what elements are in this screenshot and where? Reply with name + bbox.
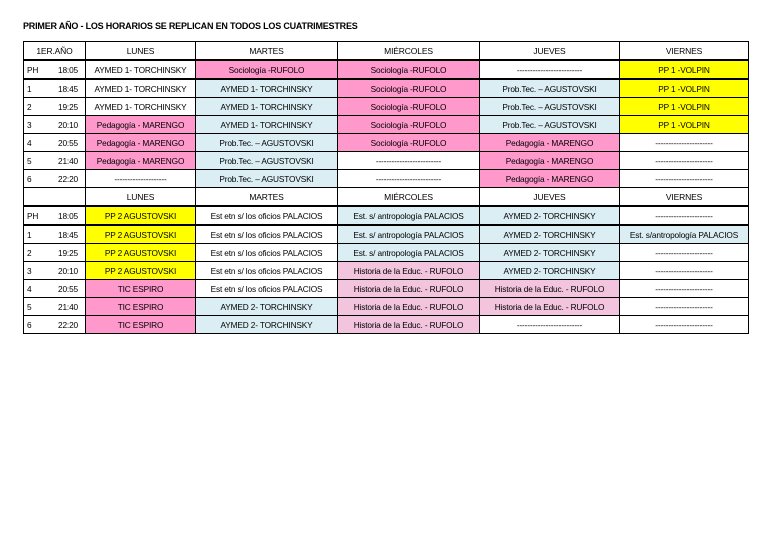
class-cell: Historia de la Educ. - RUFOLO [338,262,480,280]
class-cell: AYMED 1- TORCHINSKY [196,79,338,98]
table-row [24,262,749,280]
class-cell: Historia de la Educ. - RUFOLO [338,298,480,316]
class-cell: Prob.Tec. – AGUSTOVSKI [480,116,620,134]
header-row-2 [24,188,749,207]
class-cell: ---------------------- [620,152,749,170]
period-cell: PH 18:05 [24,60,86,79]
class-cell: Historia de la Educ. - RUFOLO [480,298,620,316]
class-cell: PP 2 AGUSTOVSKI [86,262,196,280]
table-row [24,225,749,244]
period-cell: 6 22:20 [24,316,86,334]
class-cell: Prob.Tec. – AGUSTOVSKI [480,79,620,98]
table-row [24,116,749,134]
period-cell: 5 21:40 [24,152,86,170]
class-cell: ---------------------- [620,262,749,280]
class-cell: AYMED 1- TORCHINSKY [196,98,338,116]
class-cell: ---------------------- [620,280,749,298]
class-cell: ---------------------- [620,170,749,188]
class-cell: Pedagogía - MARENGO [480,134,620,152]
class-cell: Est etn s/ los oficios PALACIOS [196,206,338,225]
table-row [24,79,749,98]
class-cell: Sociología -RUFOLO [338,116,480,134]
class-cell: ---------------------- [620,134,749,152]
class-cell: Prob.Tec. – AGUSTOVSKI [196,152,338,170]
class-cell: PP 2 AGUSTOVSKI [86,206,196,225]
day-header-martes: MARTES [196,188,338,207]
table-row [24,98,749,116]
class-cell: ---------------------- [620,316,749,334]
class-cell: AYMED 2- TORCHINSKY [480,262,620,280]
period-cell: 4 20:55 [24,134,86,152]
class-cell: PP 1 -VOLPIN [620,98,749,116]
class-cell: Pedagogía - MARENGO [480,170,620,188]
class-cell: PP 1 -VOLPIN [620,116,749,134]
class-cell: Sociología -RUFOLO [338,79,480,98]
class-cell: AYMED 2- TORCHINSKY [480,244,620,262]
class-cell: Pedagogía - MARENGO [86,134,196,152]
day-header-miercoles: MIÉRCOLES [338,188,480,207]
class-cell: AYMED 1- TORCHINSKY [86,98,196,116]
class-cell: Pedagogía - MARENGO [86,116,196,134]
class-cell: Est. s/ antropología PALACIOS [338,244,480,262]
class-cell: PP 2 AGUSTOVSKI [86,225,196,244]
class-cell: Historia de la Educ. - RUFOLO [338,316,480,334]
class-cell: ---------------------- [620,244,749,262]
day-header-martes: MARTES [196,42,338,61]
class-cell: Prob.Tec. – AGUSTOVSKI [196,134,338,152]
class-cell: ---------------------- [620,206,749,225]
day-header-miercoles: MIÉRCOLES [338,42,480,61]
table-row [24,152,749,170]
header-row-1 [24,42,749,61]
corner-cell [24,188,86,207]
period-cell: 2 19:25 [24,244,86,262]
period-cell: PH 18:05 [24,206,86,225]
class-cell: ------------------------- [338,170,480,188]
class-cell: PP 2 AGUSTOVSKI [86,244,196,262]
class-cell: Historia de la Educ. - RUFOLO [338,280,480,298]
class-cell: TIC ESPIRO [86,298,196,316]
class-cell: Historia de la Educ. - RUFOLO [480,280,620,298]
schedule-table [23,41,749,334]
table-row [24,316,749,334]
period-cell: 4 20:55 [24,280,86,298]
class-cell: Prob.Tec. – AGUSTOVSKI [480,98,620,116]
page-title: PRIMER AÑO - LOS HORARIOS SE REPLICAN EN TODOS LOS CUATRIMESTRES [23,21,358,31]
table-row [24,170,749,188]
table-row [24,134,749,152]
class-cell: AYMED 1- TORCHINSKY [196,116,338,134]
table-row [24,60,749,79]
period-cell: 3 20:10 [24,262,86,280]
class-cell: ---------------------- [620,298,749,316]
class-cell: ------------------------- [480,60,620,79]
table-row [24,206,749,225]
class-cell: AYMED 1- TORCHINSKY [86,60,196,79]
period-cell: 6 22:20 [24,170,86,188]
class-cell: Est. s/ antropología PALACIOS [338,206,480,225]
period-cell: 3 20:10 [24,116,86,134]
table-row [24,280,749,298]
class-cell: AYMED 2- TORCHINSKY [196,298,338,316]
class-cell: AYMED 2- TORCHINSKY [196,316,338,334]
class-cell: AYMED 2- TORCHINSKY [480,206,620,225]
day-header-lunes: LUNES [86,188,196,207]
class-cell: Est etn s/ los oficios PALACIOS [196,244,338,262]
class-cell: ------------------------- [338,152,480,170]
day-header-jueves: JUEVES [480,188,620,207]
class-cell: Pedagogía - MARENGO [86,152,196,170]
period-cell: 1 18:45 [24,79,86,98]
day-header-jueves: JUEVES [480,42,620,61]
period-cell: 2 19:25 [24,98,86,116]
class-cell: PP 1 -VOLPIN [620,79,749,98]
class-cell: Sociología -RUFOLO [196,60,338,79]
class-cell: Est etn s/ los oficios PALACIOS [196,225,338,244]
table-row [24,298,749,316]
class-cell: TIC ESPIRO [86,316,196,334]
class-cell: Est. s/ antropología PALACIOS [338,225,480,244]
class-cell: Prob.Tec. – AGUSTOVSKI [196,170,338,188]
class-cell: AYMED 1- TORCHINSKY [86,79,196,98]
day-header-lunes: LUNES [86,42,196,61]
class-cell: TIC ESPIRO [86,280,196,298]
period-cell: 5 21:40 [24,298,86,316]
class-cell: Est etn s/ los oficios PALACIOS [196,262,338,280]
class-cell: PP 1 -VOLPIN [620,60,749,79]
class-cell: AYMED 2- TORCHINSKY [480,225,620,244]
period-cell: 1 18:45 [24,225,86,244]
class-cell: Sociología -RUFOLO [338,98,480,116]
class-cell: Sociología -RUFOLO [338,134,480,152]
class-cell: ------------------------- [480,316,620,334]
class-cell: -------------------- [86,170,196,188]
day-header-viernes: VIERNES [620,188,749,207]
class-cell: Est. s/antropología PALACIOS [620,225,749,244]
class-cell: Pedagogía - MARENGO [480,152,620,170]
class-cell: Sociología -RUFOLO [338,60,480,79]
corner-cell: 1ER.AÑO [24,42,86,61]
table-row [24,244,749,262]
day-header-viernes: VIERNES [620,42,749,61]
class-cell: Est etn s/ los oficios PALACIOS [196,280,338,298]
